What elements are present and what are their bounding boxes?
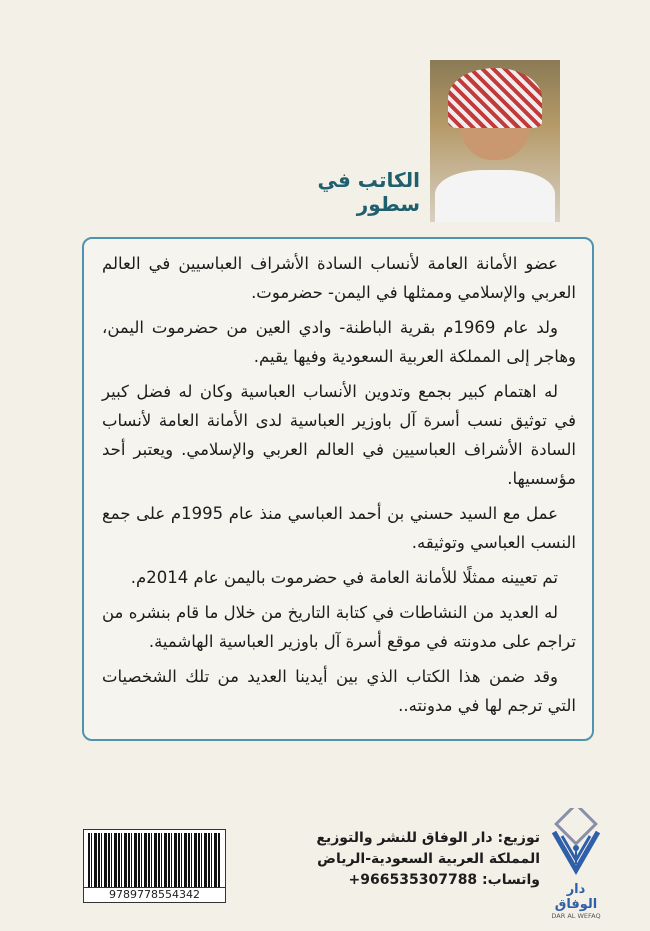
bio-paragraph: عضو الأمانة العامة لأنساب السادة الأشراف العباسيين في العالم العربي والإسلامي وممثلها في اليمن- حضرموت.	[102, 254, 576, 302]
barcode-bars	[88, 833, 221, 887]
bio-box	[82, 237, 594, 741]
bio-paragraph: له اهتمام كبير بجمع وتدوين الأنساب العباسية وكان له فضل كبير في توثيق نسب أسرة آل باوزير العباسية لدى الأمانة العامة لأنساب السادة الأشراف العباسيين في العالم العربي والإسلامي. ويعتبر أحد مؤسسيها.	[102, 382, 576, 488]
photo-thobe	[435, 170, 555, 222]
bio-paragraph: وقد ضمن هذا الكتاب الذي بين أيدينا العديد من تلك الشخصيات التي ترجم لها في مدونته..	[102, 667, 576, 715]
bio-paragraph: له العديد من النشاطات في كتابة التاريخ من خلال ما قام بنشره من تراجم على مدونته في موقع أسرة آل باوزير العباسية الهاشمية.	[102, 603, 576, 651]
bio-paragraph: تم تعيينه ممثلًا للأمانة العامة في حضرموت باليمن عام 2014م.	[130, 568, 558, 587]
author-photo	[430, 60, 560, 222]
isbn-number: 9789778554342	[84, 887, 225, 901]
distribution-info	[300, 828, 540, 891]
book-pen-icon	[548, 808, 604, 878]
photo-shemagh	[448, 68, 542, 128]
logo-english: DAR AL WEFAQ	[551, 912, 601, 920]
location-line: المملكة العربية السعودية-الرياض	[317, 851, 540, 867]
distributor-line: توزيع: دار الوفاق للنشر والتوزيع	[316, 830, 540, 846]
section-title: الكاتب في سطور	[317, 168, 420, 216]
bio-paragraph: ولد عام 1969م بقرية الباطنة- وادي العين من حضرموت اليمن، وهاجر إلى المملكة العربية السعودية وفيها يقيم.	[102, 318, 576, 366]
isbn-barcode	[83, 829, 226, 903]
bio-paragraph: عمل مع السيد حسني بن أحمد العباسي منذ عام 1995م على جمع النسب العباسي وتوثيقه.	[102, 504, 576, 552]
whatsapp-line: واتساب: 966535307788+	[348, 872, 540, 888]
logo-arabic: دار الوفاق	[554, 882, 598, 912]
publisher-logo	[548, 808, 604, 920]
